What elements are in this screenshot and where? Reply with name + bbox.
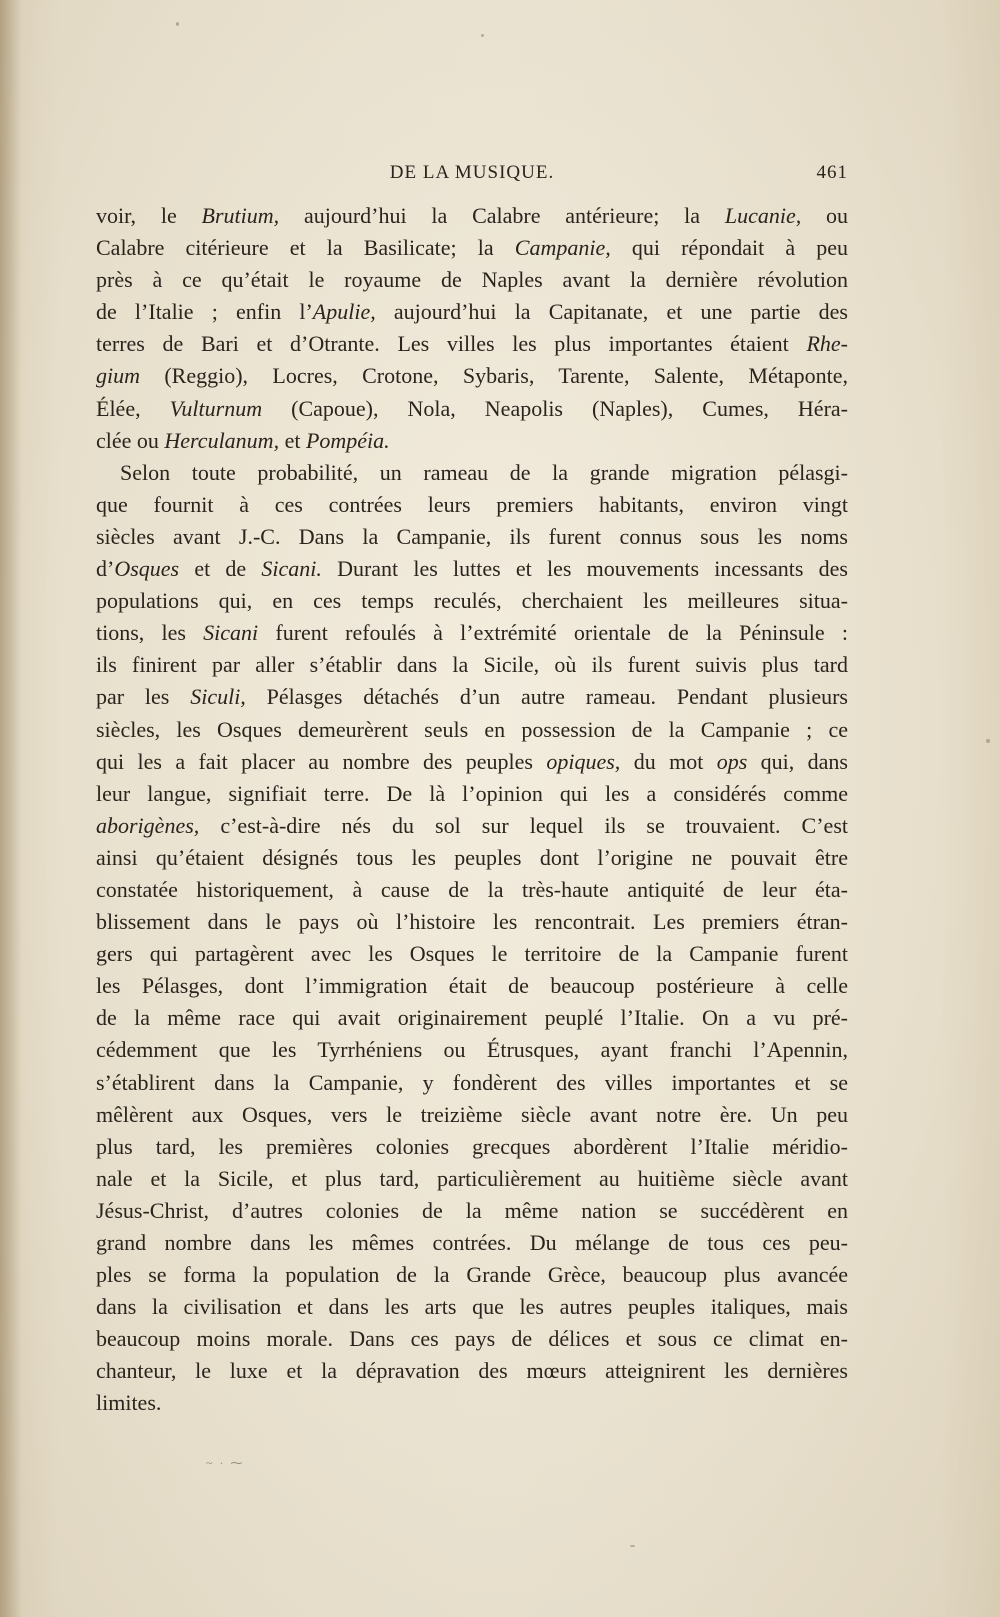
text-run: constatée historiquement, à cause de la très-haute antiquité de leur éta-	[96, 876, 848, 902]
text-run: ples se forma la population de la Grande Grèce, beaucoup plus avancée	[96, 1262, 848, 1288]
text-line	[96, 521, 848, 553]
text-run: Pélasges détachés d’un autre rameau. Pendant plusieurs	[245, 684, 848, 710]
text-line	[96, 553, 848, 585]
text-line	[96, 360, 848, 392]
page-number: 461	[816, 162, 848, 183]
text-line	[96, 1131, 848, 1163]
text-run: nale et la Sicile, et plus tard, particulièrement au huitième siècle avant	[96, 1165, 848, 1191]
italic-term: Sicani.	[261, 556, 322, 582]
italic-term: Rhe-	[806, 331, 848, 357]
text-run: voir, le	[96, 203, 202, 228]
text-line	[96, 232, 848, 264]
text-run: ils finirent par aller s’établir dans la Sicile, où ils furent suivis plus tard	[96, 652, 848, 678]
text-run: ou	[801, 203, 849, 228]
text-line	[96, 778, 848, 810]
text-line	[96, 1002, 848, 1034]
paper-speck	[630, 1545, 635, 1547]
running-title: DE LA MUSIQUE.	[389, 162, 555, 183]
text-run: (Capoue), Nola, Neapolis (Naples), Cumes, Héra-	[262, 395, 848, 421]
text-run: c’est-à-dire nés du sol sur lequel ils se trouvaient. C’est	[199, 812, 848, 838]
italic-term: Pompéia.	[305, 427, 390, 453]
text-run: qui, dans	[747, 748, 848, 774]
text-run: qui répondait à peu	[610, 235, 848, 261]
body-text	[96, 200, 848, 1420]
text-line	[96, 810, 848, 842]
text-line	[96, 906, 848, 938]
italic-term: Brutium,	[201, 203, 280, 228]
text-run: siècles avant J.-C. Dans la Campanie, ils furent connus sous les noms	[96, 523, 848, 549]
text-line	[96, 617, 848, 649]
italic-term: Herculanum,	[164, 427, 280, 453]
italic-term: Apulie,	[312, 299, 376, 325]
italic-term: Vulturnum	[169, 395, 263, 421]
paper-speck	[481, 34, 484, 37]
italic-term: Osques	[114, 556, 180, 582]
text-run: populations qui, en ces temps reculés, cherchaient les meilleures situa-	[96, 588, 848, 614]
text-run: clée ou	[96, 427, 165, 453]
text-line	[96, 1163, 848, 1195]
paper-speck	[176, 22, 179, 26]
page-header	[96, 162, 848, 188]
text-line	[96, 457, 848, 489]
text-line	[96, 200, 848, 232]
text-run: furent refoulés à l’extrémité orientale de la Péninsule :	[258, 620, 848, 646]
paper-speck	[986, 739, 990, 743]
text-run: Calabre citérieure et la Basilicate; la	[96, 235, 515, 261]
text-line	[96, 714, 848, 746]
text-line	[96, 1067, 848, 1099]
text-line	[96, 1099, 848, 1131]
text-line	[96, 842, 848, 874]
text-run: Élée,	[96, 395, 170, 421]
italic-term: opiques,	[546, 748, 621, 774]
text-run: beaucoup moins morale. Dans ces pays de délices et sous ce climat en-	[96, 1326, 848, 1352]
text-run: les Pélasges, dont l’immigration était de beaucoup postérieure à celle	[96, 973, 848, 999]
text-run: (Reggio), Locres, Crotone, Sybaris, Tarente, Salente, Métaponte,	[140, 363, 848, 389]
text-run: Durant les luttes et les mouvements incessants des	[321, 556, 848, 582]
text-line	[96, 585, 848, 617]
end-ornament: ~ · ⁓	[206, 1456, 245, 1470]
text-run: d’	[96, 556, 115, 582]
text-line	[96, 489, 848, 521]
text-run: par les	[96, 684, 191, 710]
text-run: s’établirent dans la Campanie, y fondèrent des villes importantes et se	[96, 1069, 848, 1095]
italic-term: gium	[96, 363, 140, 389]
text-run: leur langue, signifiait terre. De là l’opinion qui les a considérés comme	[96, 780, 848, 806]
text-line	[96, 1323, 848, 1355]
text-line	[96, 938, 848, 970]
text-line	[96, 425, 848, 457]
text-line	[96, 1355, 848, 1387]
text-run: que fournit à ces contrées leurs premiers habitants, environ vingt	[96, 491, 848, 517]
text-line	[96, 328, 848, 360]
text-line	[96, 1259, 848, 1291]
paragraph	[96, 200, 848, 457]
italic-term: Campanie,	[514, 235, 611, 261]
text-run: ainsi qu’étaient désignés tous les peuples dont l’origine ne pouvait être	[96, 844, 848, 870]
text-line	[96, 1387, 848, 1419]
italic-term: Siculi,	[190, 684, 246, 710]
text-line	[96, 681, 848, 713]
text-line	[96, 1034, 848, 1066]
italic-term: Sicani	[203, 620, 259, 646]
text-line	[96, 1227, 848, 1259]
text-run: siècles, les Osques demeurèrent seuls en possession de la Campanie ; ce	[96, 716, 848, 742]
text-run: Jésus-Christ, d’autres colonies de la même nation se succédèrent en	[96, 1197, 848, 1223]
text-run: Selon toute probabilité, un rameau de la grande migration pélasgi-	[120, 459, 848, 485]
paragraph	[96, 457, 848, 1420]
italic-term: ops	[716, 748, 748, 774]
text-run: tions, les	[96, 620, 204, 646]
text-line	[96, 393, 848, 425]
text-run: aujourd’hui la Capitanate, et une partie des	[375, 299, 848, 325]
italic-term: aborigènes,	[96, 812, 200, 838]
text-line	[96, 1291, 848, 1323]
text-run: terres de Bari et d’Otrante. Les villes les plus importantes étaient	[96, 331, 807, 357]
text-line	[96, 874, 848, 906]
text-run: et	[279, 427, 306, 453]
text-run: aujourd’hui la Calabre antérieure; la	[279, 203, 725, 228]
text-run: du mot	[620, 748, 717, 774]
italic-term: Lucanie,	[724, 203, 802, 228]
text-line	[96, 970, 848, 1002]
text-run: mêlèrent aux Osques, vers le treizième siècle avant notre ère. Un peu	[96, 1101, 848, 1127]
text-run: blissement dans le pays où l’histoire les rencontrait. Les premiers étran-	[96, 909, 848, 935]
text-line	[96, 296, 848, 328]
text-run: cédemment que les Tyrrhéniens ou Étrusques, ayant franchi l’Apennin,	[96, 1037, 848, 1063]
text-run: près à ce qu’était le royaume de Naples avant la dernière révolution	[96, 267, 848, 293]
text-run: de l’Italie ; enfin l’	[96, 299, 313, 325]
text-run: dans la civilisation et dans les arts que les autres peuples italiques, mais	[96, 1294, 848, 1320]
text-run: et de	[179, 556, 262, 582]
text-run: plus tard, les premières colonies grecques abordèrent l’Italie méridio-	[96, 1133, 848, 1159]
text-run: qui les a fait placer au nombre des peuples	[96, 748, 547, 774]
text-line	[96, 264, 848, 296]
text-line	[96, 649, 848, 681]
text-run: limites.	[96, 1390, 162, 1416]
text-run: de la même race qui avait originairement peuplé l’Italie. On a vu pré-	[96, 1005, 848, 1031]
binding-shadow	[0, 0, 22, 1617]
text-line	[96, 746, 848, 778]
text-line	[96, 1195, 848, 1227]
text-run: gers qui partagèrent avec les Osques le territoire de la Campanie furent	[96, 941, 848, 967]
text-run: grand nombre dans les mêmes contrées. Du mélange de tous ces peu-	[96, 1230, 848, 1255]
text-run: chanteur, le luxe et la dépravation des mœurs atteignirent les dernières	[96, 1358, 848, 1384]
